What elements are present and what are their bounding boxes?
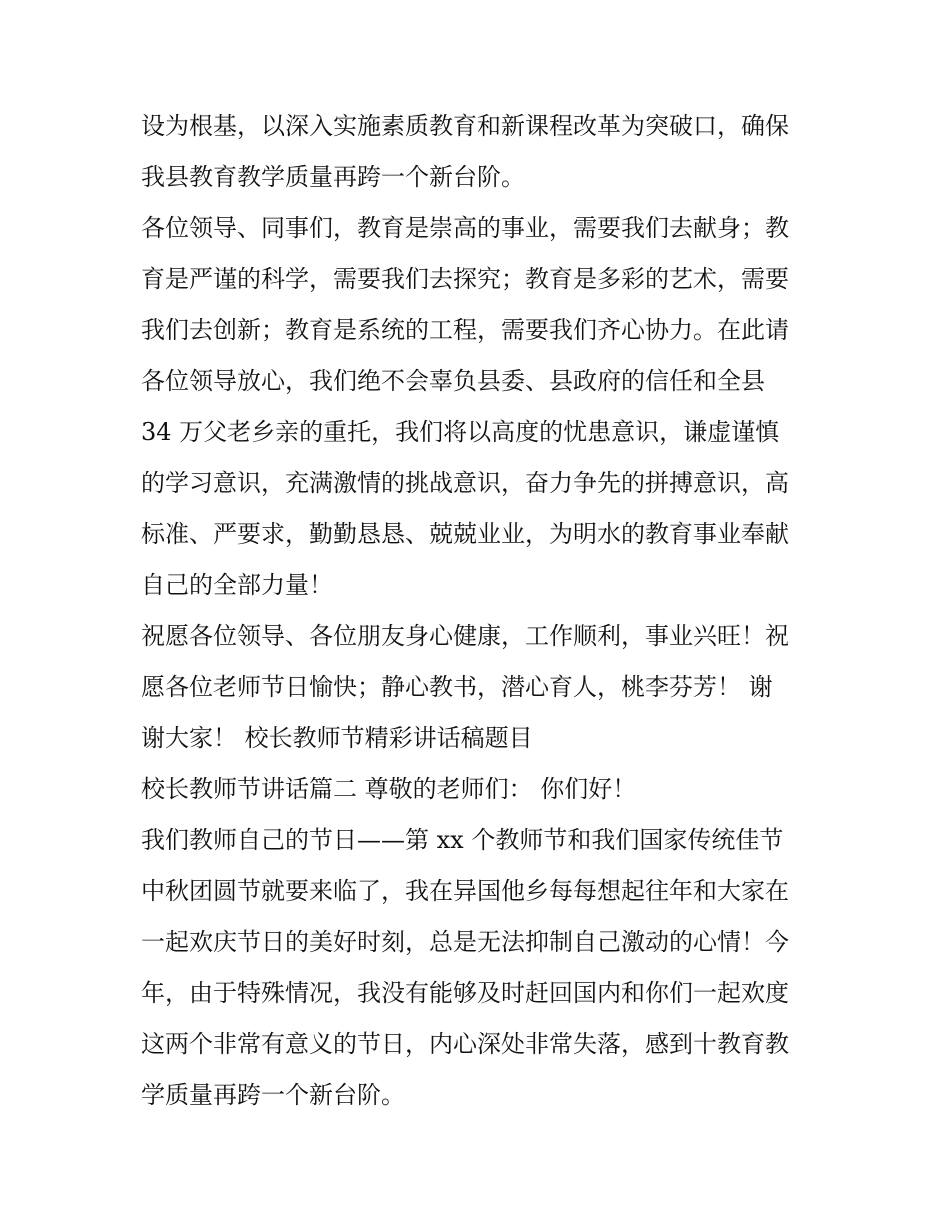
text-line: 一起欢庆节日的美好时刻，总是无法抑制自己激动的心情！今 <box>141 928 789 956</box>
text-line: 的学习意识，充满激情的挑战意识，奋力争先的拼搏意识，高 <box>141 469 789 497</box>
text-line: 中秋团圆节就要来临了，我在异国他乡每每想起往年和大家在 <box>141 877 789 905</box>
text-line: 自己的全部力量！ <box>141 571 333 599</box>
text-line: 谢大家！ 校长教师节精彩讲话稿题目 <box>141 724 533 752</box>
text-line: 我们教师自己的节日——第 xx 个教师节和我们国家传统佳节 <box>141 826 784 854</box>
text-line: 这两个非常有意义的节日，内心深处非常失落，感到十教育教 <box>141 1030 789 1058</box>
text-line: 34 万父老乡亲的重托，我们将以高度的忧患意识，谦虚谨慎 <box>141 418 780 446</box>
text-line: 标准、严要求，勤勤恳恳、兢兢业业，为明水的教育事业奉献 <box>141 520 789 548</box>
text-line: 育是严谨的科学，需要我们去探究；教育是多彩的艺术，需要 <box>141 265 789 293</box>
text-line: 年，由于特殊情况，我没有能够及时赶回国内和你们一起欢度 <box>141 979 789 1007</box>
text-line: 祝愿各位领导、各位朋友身心健康，工作顺利，事业兴旺！祝 <box>141 622 789 650</box>
text-line: 愿各位老师节日愉快；静心教书，潜心育人，桃李芬芳！ 谢 <box>141 673 773 701</box>
text-line: 学质量再跨一个新台阶。 <box>141 1081 405 1109</box>
text-line: 各位领导、同事们，教育是崇高的事业，需要我们去献身；教 <box>141 214 789 242</box>
text-line: 我县教育教学质量再跨一个新台阶。 <box>141 163 525 191</box>
text-line: 我们去创新；教育是系统的工程，需要我们齐心协力。在此请 <box>141 316 789 344</box>
body-text <box>141 101 821 1121</box>
text-line: 设为根基，以深入实施素质教育和新课程改革为突破口，确保 <box>141 112 789 140</box>
text-line: 各位领导放心，我们绝不会辜负县委、县政府的信任和全县 <box>141 367 765 395</box>
text-line: 校长教师节讲话篇二 尊敬的老师们： 你们好！ <box>141 775 637 803</box>
